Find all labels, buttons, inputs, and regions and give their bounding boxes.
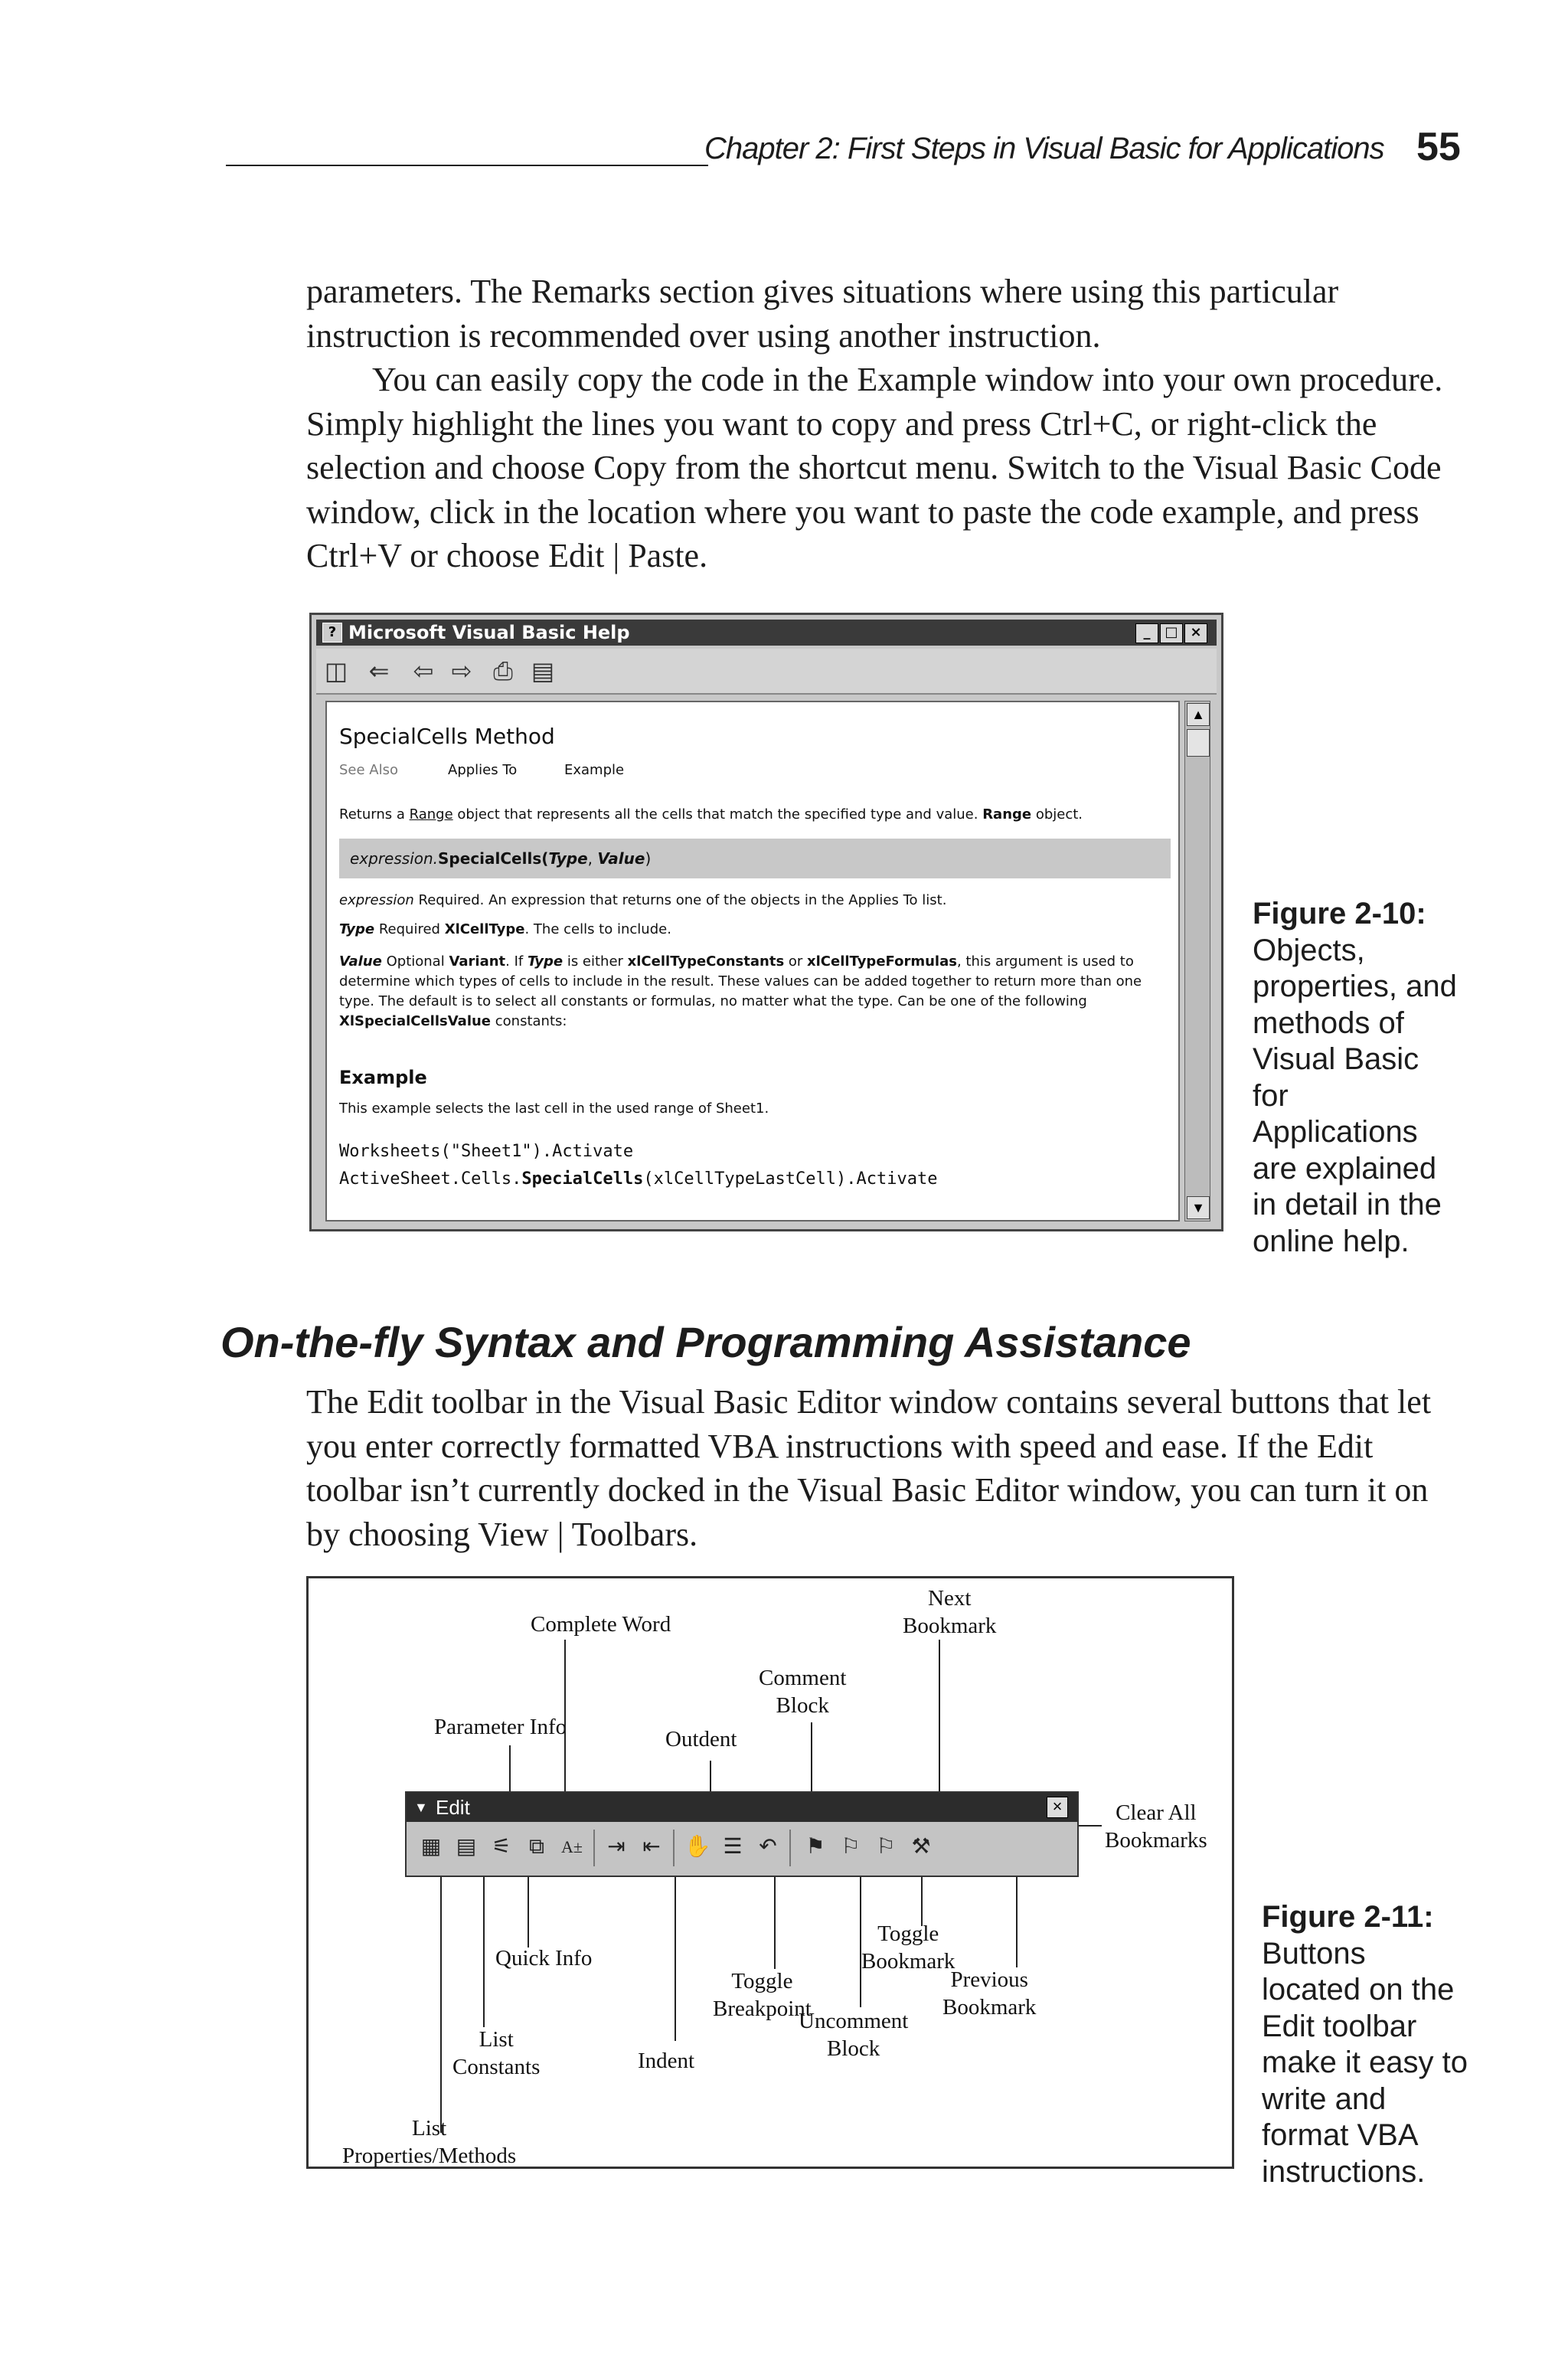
help-app-icon: ? [322, 623, 342, 643]
returns-end: object. [1031, 806, 1083, 823]
help-scrollbar[interactable] [1184, 701, 1210, 1222]
edit-toolbar-titlebar [407, 1793, 1077, 1822]
list-properties-methods-icon[interactable]: ▦ [420, 1835, 442, 1859]
list-props-line2: Properties/Methods [342, 2144, 517, 2168]
label-list-properties-methods [342, 2114, 516, 2170]
label-list-constants [452, 2026, 540, 2081]
toolbar-close-icon[interactable]: × [1047, 1797, 1068, 1818]
syntax-line [350, 849, 651, 868]
syntax-comma: , [587, 849, 598, 868]
page-number: 55 [1416, 125, 1461, 169]
paragraph-copy-code: You can easily copy the code in the Example window into your own procedure. Simply highlight the lines you want to copy and press Ctrl+C, or right-click the selection and choose Copy from the shortcut menu. Switch to the Visual Basic Code window, click in the location where you want to paste the code example, and press Ctrl+V or choose Edit | Paste. [306, 361, 1443, 574]
param-type-pre: Required [374, 921, 445, 937]
figure-2-10-label: Figure 2-10: [1253, 897, 1426, 930]
param-value-end: constants: [491, 1013, 567, 1029]
param-value-mid1: . If [505, 953, 528, 970]
returns-pre: Returns a [339, 806, 410, 823]
param-expression [339, 892, 946, 908]
see-also-link[interactable]: See Also [339, 762, 399, 778]
header-rule [226, 165, 708, 166]
clear-all-line1: Clear All [1116, 1800, 1197, 1825]
help-window-title: Microsoft Visual Basic Help [348, 622, 630, 643]
syntax-close: ) [645, 849, 652, 868]
leader-list-properties [440, 1877, 442, 2133]
next-bookmark-icon[interactable]: ⚐ [841, 1835, 861, 1859]
leader-clear-all [1079, 1825, 1102, 1827]
figure-2-11-label: Figure 2-11: [1262, 1900, 1434, 1934]
label-next-bookmark [903, 1585, 996, 1640]
param-value [339, 952, 1171, 1032]
leader-comment-block [811, 1722, 812, 1791]
leader-toggle-bookmark [921, 1877, 923, 1926]
close-icon[interactable]: × [1184, 623, 1207, 643]
hide-pane-icon[interactable]: ◫ [324, 657, 348, 685]
param-value-enum: XlSpecialCellsValue [339, 1013, 492, 1029]
toggle-bookmark-line2: Bookmark [861, 1949, 956, 1974]
previous-bookmark-icon[interactable]: ⚐ [876, 1835, 896, 1859]
returns-mid: object that represents all the cells that match the specified type and value. [452, 806, 983, 823]
label-parameter-info: Parameter Info [434, 1715, 567, 1739]
list-constants-line1: List [479, 2027, 514, 2052]
section-heading: On-the-fly Syntax and Programming Assistance [220, 1318, 1191, 1366]
leader-outdent [710, 1761, 711, 1791]
leader-previous-bookmark [1016, 1877, 1018, 1967]
list-constants-line2: Constants [452, 2055, 541, 2079]
label-comment-block [759, 1664, 846, 1719]
chapter-title: Chapter 2: First Steps in Visual Basic for Applications [704, 132, 1384, 165]
param-value-or: or [784, 953, 808, 970]
leader-quick-info [528, 1877, 529, 1948]
list-constants-icon[interactable]: ▤ [456, 1835, 477, 1859]
leader-indent [675, 1877, 676, 2041]
label-complete-word: Complete Word [531, 1612, 671, 1637]
param-value-c1: xlCellTypeConstants [627, 953, 785, 970]
help-toolbar [316, 649, 1217, 695]
toolbar-menu-icon[interactable]: ▼ [414, 1800, 428, 1815]
figure-2-11-text: Buttons located on the Edit toolbar make it easy to write and format VBA instructions. [1262, 1936, 1468, 2189]
toolbar-separator [789, 1830, 791, 1866]
uncomment-block-icon[interactable]: ↶ [759, 1835, 777, 1859]
leader-next-bookmark [939, 1640, 940, 1791]
range-link[interactable]: Range [409, 806, 453, 823]
paragraph-remarks: parameters. The Remarks section gives situations where using this particular instruction is recommended over using another instruction. [306, 273, 1339, 355]
syntax-box [339, 839, 1171, 878]
outdent-icon[interactable]: ⇤ [642, 1835, 661, 1859]
back-icon[interactable]: ⇦ [413, 657, 434, 685]
next-bookmark-line1: Next [928, 1586, 972, 1611]
scroll-thumb[interactable] [1187, 729, 1210, 757]
leader-complete-word [564, 1640, 566, 1791]
syntax-arg-type: Type [548, 849, 588, 868]
param-value-desc: , this argument is used to determine which types of cells to include in the result. These values can be added together to return more than one type. The default is to select all constants or formulas, no matter what the type. Can be one of the following [339, 953, 1142, 1009]
syntax-arg-value: Value [597, 849, 645, 868]
param-value-c2: xlCellTypeFormulas [807, 953, 957, 970]
param-type [339, 921, 671, 937]
label-toggle-bookmark [861, 1920, 955, 1975]
help-window-screenshot [309, 613, 1223, 1231]
comment-block-line2: Block [776, 1693, 829, 1718]
code-line-2-post: (xlCellTypeLastCell).Activate [643, 1169, 938, 1189]
applies-to-link[interactable]: Applies To [448, 762, 518, 778]
code-line-2-bold: SpecialCells [521, 1169, 644, 1189]
returns-line [339, 806, 1083, 823]
label-uncomment-block [799, 2007, 908, 2062]
clear-all-line2: Bookmarks [1105, 1828, 1207, 1853]
returns-bold: Range [982, 806, 1032, 823]
comment-block-icon[interactable]: ☰ [723, 1835, 743, 1859]
clear-all-bookmarks-icon[interactable]: ⚒ [911, 1835, 931, 1859]
previous-bookmark-line1: Previous [950, 1967, 1028, 1992]
leader-toggle-breakpoint [774, 1877, 776, 1969]
print-icon[interactable]: ⎙ [493, 657, 513, 685]
param-expression-name: expression [339, 892, 414, 908]
label-toggle-breakpoint [713, 1967, 812, 2023]
param-expression-desc: Required. An expression that returns one of the objects in the Applies To list. [413, 892, 947, 908]
figure-2-10-caption [1253, 896, 1459, 1260]
edit-toolbar-title: Edit [436, 1796, 470, 1819]
figure-2-11-caption [1262, 1899, 1468, 2190]
example-desc: This example selects the last cell in the used range of Sheet1. [339, 1101, 769, 1117]
label-indent: Indent [638, 2049, 695, 2073]
toggle-breakpoint-line1: Toggle [731, 1969, 793, 1993]
uncomment-block-line1: Uncomment [799, 2009, 909, 2033]
example-link[interactable]: Example [564, 762, 625, 778]
comment-block-line1: Comment [759, 1666, 847, 1690]
param-value-ref: Type [527, 953, 564, 970]
forward-icon[interactable]: ⇨ [451, 657, 472, 685]
label-clear-all-bookmarks [1105, 1799, 1207, 1854]
minimize-icon[interactable]: _ [1135, 623, 1158, 643]
param-type-desc: . The cells to include. [524, 921, 671, 937]
syntax-expression: expression. [350, 849, 439, 868]
leader-parameter-info [509, 1745, 511, 1791]
leader-list-constants [483, 1877, 485, 2027]
syntax-method: SpecialCells( [438, 849, 549, 868]
scroll-up-icon[interactable]: ▲ [1187, 703, 1210, 726]
toolbar-separator [593, 1830, 595, 1866]
list-props-line1: List [412, 2116, 447, 2141]
toggle-breakpoint-icon[interactable]: ✋ [684, 1835, 711, 1859]
quick-info-icon[interactable]: ⚟ [492, 1835, 511, 1859]
uncomment-block-line2: Block [827, 2036, 880, 2061]
help-content-pane [325, 701, 1180, 1222]
edit-toolbar-diagram [306, 1576, 1234, 2169]
param-value-mid2: is either [563, 953, 628, 970]
code-line-2 [339, 1169, 937, 1189]
paragraph-edit-toolbar: The Edit toolbar in the Visual Basic Editor window contains several buttons that let you enter correctly formatted VBA instructions with speed and ease. If the Edit toolbar isn’t currently docked in the Visual Basic Editor window, you can turn it on by choosing View | Toolbars. [306, 1383, 1432, 1553]
scroll-down-icon[interactable]: ▼ [1187, 1196, 1210, 1219]
complete-word-icon[interactable]: A± [561, 1837, 583, 1856]
param-type-type: XlCellType [444, 921, 525, 937]
example-heading: Example [339, 1067, 427, 1088]
next-bookmark-line2: Bookmark [903, 1614, 997, 1638]
toggle-bookmark-line1: Toggle [877, 1921, 939, 1946]
help-topic-title: SpecialCells Method [339, 724, 555, 749]
figure-2-10-text: Objects, properties, and methods of Visual Basic for Applications are explained in detail in the online help. [1253, 933, 1457, 1258]
label-previous-bookmark [942, 1966, 1036, 2021]
help-title-bar [316, 620, 1217, 646]
param-value-type: Variant [449, 953, 506, 970]
code-line-2-pre: ActiveSheet.Cells. [339, 1169, 522, 1189]
code-line-1: Worksheets("Sheet1").Activate [339, 1142, 634, 1161]
options-icon[interactable]: ▤ [531, 657, 555, 685]
label-outdent: Outdent [665, 1727, 737, 1751]
label-quick-info: Quick Info [495, 1946, 593, 1970]
param-value-name: Value [339, 953, 382, 970]
toggle-bookmark-icon[interactable]: ⚑ [805, 1835, 825, 1859]
toolbar-separator [673, 1830, 675, 1866]
edit-toolbar [405, 1791, 1079, 1877]
toggle-breakpoint-line2: Breakpoint [713, 1997, 812, 2021]
indent-icon[interactable]: ⇥ [607, 1835, 626, 1859]
parameter-info-icon[interactable]: ⧉ [529, 1835, 544, 1859]
param-value-pre: Optional [381, 953, 449, 970]
previous-bookmark-line2: Bookmark [942, 1995, 1037, 2020]
param-type-name: Type [339, 921, 375, 937]
locate-icon[interactable]: ⇐ [368, 657, 390, 685]
maximize-icon[interactable]: □ [1160, 623, 1183, 643]
